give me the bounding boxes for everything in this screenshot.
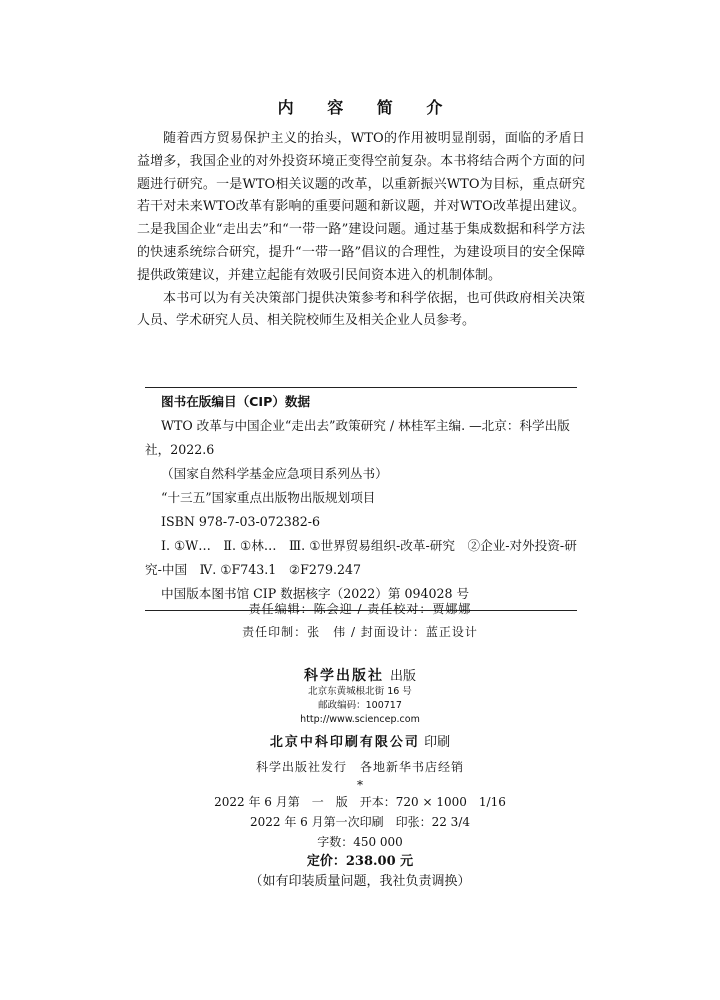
printer-name: 北京中科印刷有限公司 [269,735,420,750]
cip-heading: 图书在版编目（CIP）数据 [161,394,311,409]
quality-note: （如有印装质量问题，我社负责调换） [249,874,471,889]
credits-line-2: 责任印制：张 伟 / 封面设计：蓝正设计 [242,625,478,639]
summary-paragraph-1: 随着西方贸易保护主义的抬头，WTO的作用被明显削弱，面临的矛盾日益增多，我国企业的对外投资环境正变得空前复杂。本书将结合两个方面的问题进行研究。一是WTO相关议题的改革，以重新振兴WTO为目标，重点研究若干对未来WTO改革有影响的重要问题和新议题，并对WTO改革提出建议。二是我国企业“走出去”和“一带一路”建设问题。通过基于集成数据和科学方法的快速系统综合研究，提升“一带一路”倡议的合理性，为建设项目的安全保障提供政策建议，并建立起能有效吸引民间资本进入的机制体制。 [137,131,585,283]
content-summary [137,128,585,333]
summary-paragraph-2: 本书可以为有关决策部门提供决策参考和科学依据，也可供政府相关决策人员、学术研究人员、相关院校师生及相关企业人员参考。 [137,290,585,329]
price: 定价：238.00 元 [306,854,414,869]
cip-plan: “十三五”国家重点出版物出版规划项目 [161,490,376,505]
cip-isbn: ISBN 978-7-03-072382-6 [161,514,321,529]
cip-number: 中国版本图书馆 CIP 数据核字（2022）第 094028 号 [161,586,470,601]
page-title: 内 容 简 介 [277,98,457,117]
publisher-block [0,665,720,775]
edition-line-1: 2022 年 6 月第 一 版 开本：720 × 1000 1/16 [214,795,506,809]
printer-suffix: 印刷 [424,735,451,750]
publisher-name: 科学出版社 [303,668,384,684]
credits-line-1: 责任编辑：陈会迎 / 责任校对：贾娜娜 [248,602,472,616]
edition-info [0,778,720,892]
publisher-suffix: 出版 [389,669,416,684]
publisher-postcode: 邮政编码：100717 [318,700,402,711]
edition-line-2: 2022 年 6 月第一次印刷 印张：22 3/4 [249,815,470,829]
cip-classification: Ⅰ. ①W… Ⅱ. ①林… Ⅲ. ①世界贸易组织-改革-研究 ②企业-对外投资-研究-中国 Ⅳ. ①F743.1 ②F279.247 [145,538,577,577]
editorial-credits [0,598,720,644]
distribution-line: 科学出版社发行 各地新华书店经销 [255,760,464,774]
separator-star: * [357,778,363,792]
word-count: 字数：450 000 [317,835,403,849]
cip-series: （国家自然科学基金应急项目系列丛书） [161,466,388,481]
publisher-website: http://www.sciencep.com [300,714,420,725]
cip-data-block [145,387,577,611]
cip-title-line: WTO 改革与中国企业“走出去”政策研究 / 林桂军主编. —北京：科学出版社，2022.6 [145,418,570,457]
publisher-address: 北京东黄城根北街 16 号 [308,686,412,697]
